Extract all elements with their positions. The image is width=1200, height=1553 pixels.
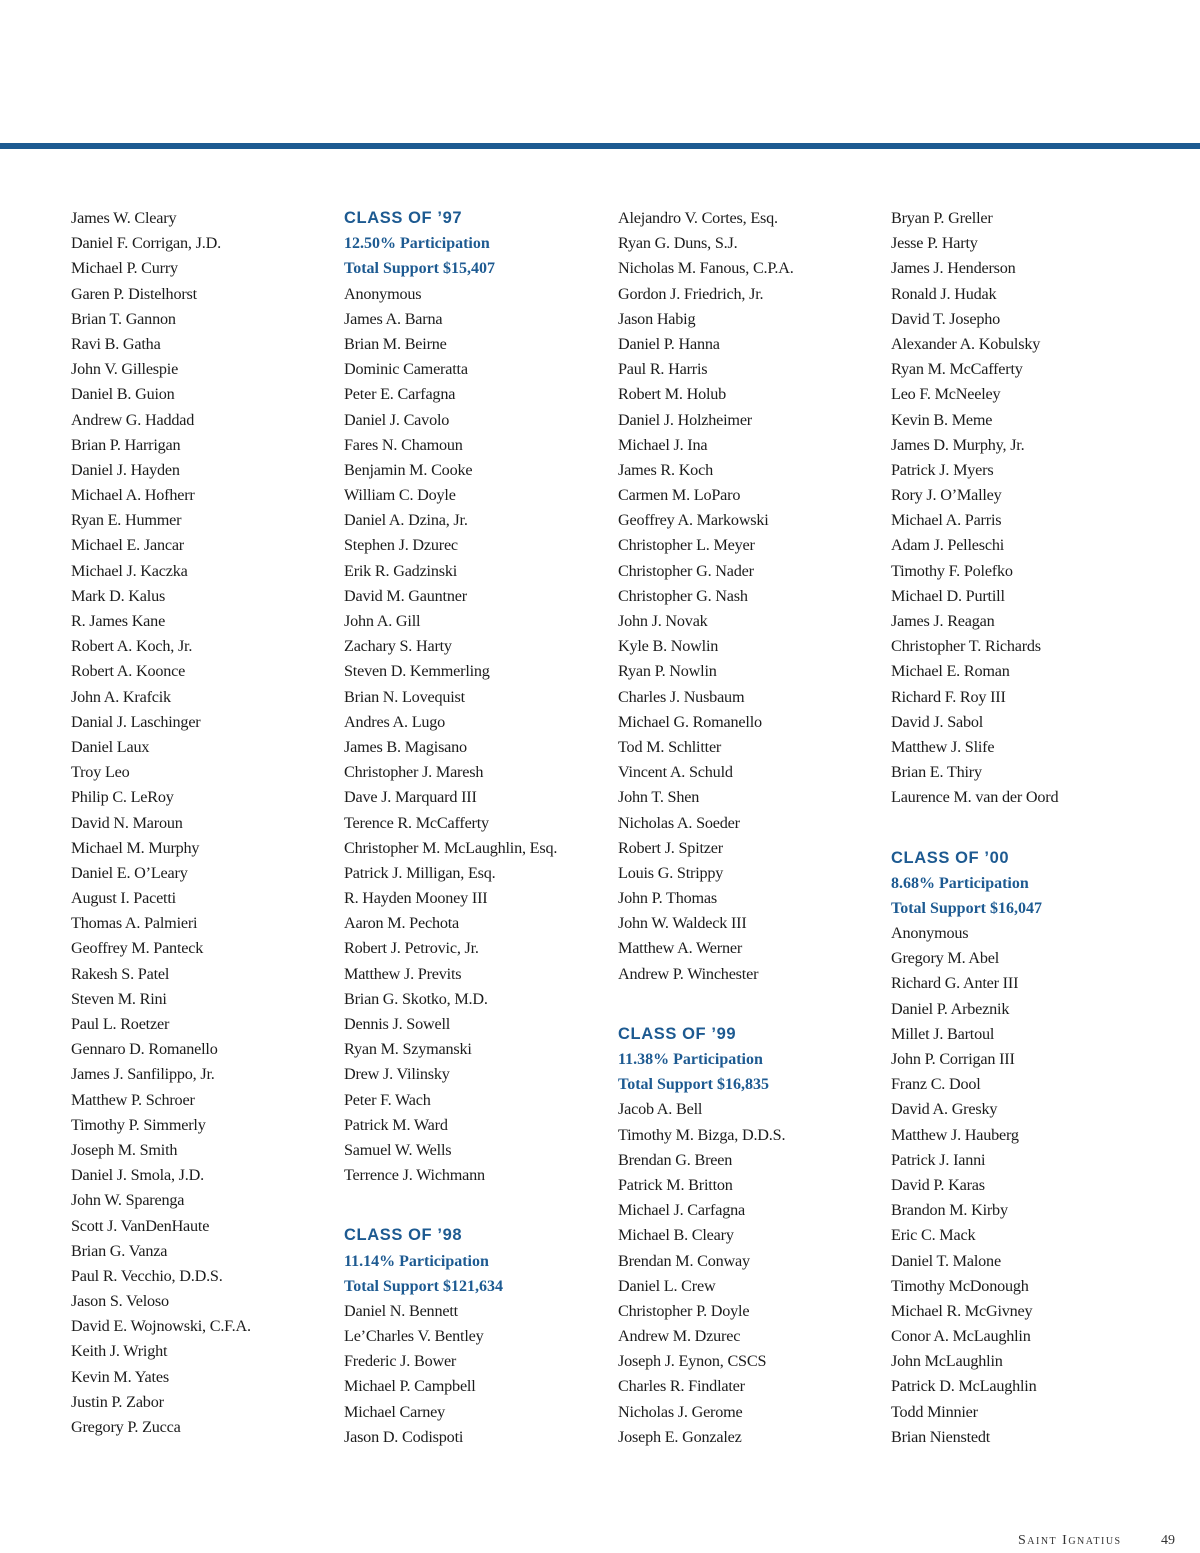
donor-name: Christopher G. Nader — [618, 561, 754, 580]
names-column-3 — [618, 206, 880, 1450]
donor-name: Michael J. Ina — [618, 435, 708, 454]
donor-name: Timothy F. Polefko — [891, 561, 1013, 580]
donor-name: Troy Leo — [71, 763, 130, 782]
donor-name: Christopher L. Meyer — [618, 536, 755, 555]
donor-name: Ryan G. Duns, S.J. — [618, 234, 738, 253]
names-column-1 — [71, 206, 333, 1440]
donor-name: Erik R. Gadzinski — [344, 561, 458, 580]
donor-name: Joseph E. Gonzalez — [618, 1427, 742, 1446]
donor-name: Robert J. Petrovic, Jr. — [344, 939, 479, 958]
donor-name: Samuel W. Wells — [344, 1140, 452, 1159]
donor-name: Kyle B. Nowlin — [618, 637, 719, 656]
donor-name: Michael D. Purtill — [891, 586, 1005, 605]
donor-name: Matthew A. Werner — [618, 939, 743, 958]
donor-name: Daniel Laux — [71, 737, 150, 756]
donor-name: Adam J. Pelleschi — [891, 536, 1005, 555]
footer-publication-name: Saint Ignatius — [1018, 1533, 1122, 1548]
donor-name: Bryan P. Greller — [891, 209, 993, 227]
donor-name: Justin P. Zabor — [71, 1392, 164, 1411]
donor-name: David M. Gauntner — [344, 586, 467, 605]
donor-name: Philip C. LeRoy — [71, 788, 174, 807]
donor-name: Patrick D. McLaughlin — [891, 1377, 1037, 1396]
donor-name: Gregory P. Zucca — [71, 1418, 181, 1436]
donor-name: Michael P. Campbell — [344, 1377, 476, 1396]
donor-name: Louis G. Strippy — [618, 863, 724, 882]
donor-name: Michael E. Jancar — [71, 536, 185, 555]
donor-name: Terrence J. Wichmann — [344, 1166, 485, 1185]
donor-name: Paul R. Vecchio, D.D.S. — [71, 1266, 223, 1285]
donor-name: Matthew J. Hauberg — [891, 1125, 1019, 1144]
footer-page-number: 49 — [1161, 1533, 1175, 1548]
donor-name: Eric C. Mack — [891, 1226, 976, 1245]
donor-name: Brian G. Vanza — [71, 1241, 168, 1260]
donor-name: James J. Sanfilippo, Jr. — [71, 1065, 215, 1084]
donor-name: Daniel F. Corrigan, J.D. — [71, 234, 221, 253]
donor-name: Alexander A. Kobulsky — [891, 334, 1041, 353]
donor-name: Ryan P. Nowlin — [618, 662, 717, 681]
donor-name: Patrick J. Ianni — [891, 1150, 986, 1169]
donor-name: John T. Shen — [618, 788, 700, 807]
donor-name: Jason S. Veloso — [71, 1292, 169, 1311]
donor-name: Brian P. Harrigan — [71, 435, 181, 454]
donor-name: Richard F. Roy III — [891, 687, 1006, 706]
donor-name: Andrew P. Winchester — [618, 964, 759, 983]
donor-name: Carmen M. LoParo — [618, 486, 741, 505]
donor-name: Alejandro V. Cortes, Esq. — [618, 209, 778, 227]
donor-name: Brandon M. Kirby — [891, 1201, 1008, 1220]
participation-rate: 8.68% Participation — [891, 874, 1029, 892]
section-spacer — [618, 987, 880, 1022]
donor-name: Paul L. Roetzer — [71, 1015, 170, 1033]
donor-name: Daniel J. Holzheimer — [618, 410, 752, 429]
donor-name: Frederic J. Bower — [344, 1352, 457, 1371]
donor-name: Charles R. Findlater — [618, 1377, 745, 1396]
donor-name: Thomas A. Palmieri — [71, 914, 198, 933]
donor-name: Joseph J. Eynon, CSCS — [618, 1352, 767, 1371]
donor-name: Brendan G. Breen — [618, 1150, 733, 1169]
donor-name: Gennaro D. Romanello — [71, 1040, 218, 1059]
donor-name: Dominic Cameratta — [344, 360, 468, 379]
donor-name: James J. Henderson — [891, 259, 1016, 278]
donor-name: Ryan M. McCafferty — [891, 360, 1023, 379]
donor-name: David A. Gresky — [891, 1100, 998, 1119]
donor-name: Timothy M. Bizga, D.D.S. — [618, 1125, 786, 1144]
donor-name: Jason D. Codispoti — [344, 1427, 464, 1446]
donor-name: Christopher G. Nash — [618, 586, 748, 605]
donor-name: Christopher T. Richards — [891, 637, 1041, 656]
donor-name: Christopher J. Maresh — [344, 763, 484, 782]
donor-name: James R. Koch — [618, 460, 713, 479]
class-heading: CLASS OF ’98 — [344, 1226, 463, 1245]
donor-name: Matthew J. Previts — [344, 964, 462, 983]
class-heading: CLASS OF ’97 — [344, 209, 463, 227]
donor-name: Benjamin M. Cooke — [344, 460, 473, 479]
donor-name: Christopher M. McLaughlin, Esq. — [344, 838, 558, 857]
donor-name: Brian N. Lovequist — [344, 687, 465, 706]
donor-name: John W. Sparenga — [71, 1191, 185, 1210]
donor-name: Brian M. Beirne — [344, 334, 447, 353]
donor-name: Michael J. Kaczka — [71, 561, 188, 580]
donor-name: Gregory M. Abel — [891, 949, 1000, 968]
donor-name: Drew J. Vilinsky — [344, 1065, 450, 1084]
donor-name: John McLaughlin — [891, 1352, 1003, 1371]
donor-name: Nicholas J. Gerome — [618, 1402, 743, 1421]
donor-name: Daniel B. Guion — [71, 385, 175, 404]
donor-name: Brian G. Skotko, M.D. — [344, 989, 488, 1008]
donor-name: James A. Barna — [344, 309, 443, 328]
donor-name: James J. Reagan — [891, 612, 995, 630]
donor-name: Terence R. McCafferty — [344, 813, 489, 832]
donor-name: Gordon J. Friedrich, Jr. — [618, 284, 764, 303]
donor-name: Michael B. Cleary — [618, 1226, 734, 1245]
donor-name: Daniel P. Arbeznik — [891, 999, 1010, 1018]
donor-name: John J. Novak — [618, 612, 708, 630]
donor-name: Peter F. Wach — [344, 1090, 431, 1109]
names-column-2 — [344, 206, 606, 1450]
donor-name: R. Hayden Mooney III — [344, 889, 488, 908]
donor-name: Stephen J. Dzurec — [344, 536, 458, 555]
donor-name: John V. Gillespie — [71, 360, 179, 379]
participation-rate: 12.50% Participation — [344, 235, 490, 253]
donor-name: Ryan M. Szymanski — [344, 1040, 472, 1059]
donor-name: Daniel A. Dzina, Jr. — [344, 511, 468, 530]
donor-name: Robert J. Spitzer — [618, 838, 723, 857]
donor-name: Patrick M. Ward — [344, 1115, 448, 1134]
donor-name: Scott J. VanDenHaute — [71, 1216, 210, 1235]
donor-name: Patrick J. Myers — [891, 460, 994, 479]
donor-name: Daniel J. Smola, J.D. — [71, 1166, 204, 1185]
donor-name: Daniel L. Crew — [618, 1276, 716, 1295]
donor-name: Daniel P. Hanna — [618, 334, 720, 353]
donor-name: Andres A. Lugo — [344, 712, 446, 731]
donor-name: Jacob A. Bell — [618, 1100, 703, 1119]
participation-rate: 11.38% Participation — [618, 1051, 763, 1068]
donor-name: Robert M. Holub — [618, 385, 727, 404]
donor-name: Michael A. Parris — [891, 511, 1002, 530]
donor-name: Brian T. Gannon — [71, 309, 176, 328]
donor-name: Andrew G. Haddad — [71, 410, 195, 429]
donor-name: Le’Charles V. Bentley — [344, 1327, 484, 1346]
section-spacer — [891, 811, 1153, 846]
donor-name: Michael M. Murphy — [71, 838, 200, 857]
donor-name: Nicholas M. Fanous, C.P.A. — [618, 259, 794, 278]
class-heading: CLASS OF ’99 — [618, 1024, 737, 1043]
donor-name: Anonymous — [344, 284, 422, 303]
donor-name: Geoffrey M. Panteck — [71, 939, 204, 958]
total-support: Total Support $121,634 — [344, 1277, 503, 1295]
total-support: Total Support $16,835 — [618, 1076, 769, 1094]
donor-name: Millet J. Bartoul — [891, 1024, 995, 1043]
donor-name: Jesse P. Harty — [891, 234, 978, 253]
donor-name: Rory J. O’Malley — [891, 486, 1002, 505]
donor-name: Peter E. Carfagna — [344, 385, 456, 404]
donor-name: Timothy McDonough — [891, 1276, 1029, 1295]
donor-name: Fares N. Chamoun — [344, 435, 463, 454]
donor-name: Brian Nienstedt — [891, 1427, 991, 1446]
donor-name: Brendan M. Conway — [618, 1251, 750, 1270]
donor-name: August I. Pacetti — [71, 889, 176, 908]
donor-name: Dave J. Marquard III — [344, 788, 477, 807]
donor-name: Paul R. Harris — [618, 360, 708, 379]
names-column-4 — [891, 206, 1153, 1450]
donor-name: William C. Doyle — [344, 486, 456, 505]
donor-name: Zachary S. Harty — [344, 637, 452, 656]
donor-name: Anonymous — [891, 924, 969, 943]
donor-name: Mark D. Kalus — [71, 586, 166, 605]
donor-name: John P. Thomas — [618, 889, 717, 908]
donor-name: Leo F. McNeeley — [891, 385, 1001, 404]
donor-name: Nicholas A. Soeder — [618, 813, 740, 832]
donor-name: R. James Kane — [71, 612, 166, 630]
donor-name: Brian E. Thiry — [891, 763, 982, 782]
header-rule — [0, 143, 1200, 149]
donor-name: Patrick M. Britton — [618, 1175, 733, 1194]
donor-name: Michael E. Roman — [891, 662, 1010, 681]
donor-name: Rakesh S. Patel — [71, 964, 170, 983]
donor-name: James W. Cleary — [71, 209, 177, 227]
total-support: Total Support $15,407 — [344, 260, 495, 278]
donor-name: Franz C. Dool — [891, 1075, 981, 1094]
class-heading: CLASS OF ’00 — [891, 848, 1010, 867]
donor-name: James D. Murphy, Jr. — [891, 435, 1025, 454]
donor-name: Michael G. Romanello — [618, 712, 762, 731]
donor-name: Steven D. Kemmerling — [344, 662, 490, 681]
donor-name: Robert A. Koonce — [71, 662, 186, 681]
participation-rate: 11.14% Participation — [344, 1252, 489, 1270]
donor-name: Daniel N. Bennett — [344, 1301, 458, 1320]
donor-name: Daniel J. Cavolo — [344, 410, 450, 429]
donor-name: Christopher P. Doyle — [618, 1301, 750, 1320]
donor-name: James B. Magisano — [344, 737, 467, 756]
donor-name: Daniel J. Hayden — [71, 460, 180, 479]
donor-name: Daniel E. O’Leary — [71, 863, 188, 882]
donor-name: Joseph M. Smith — [71, 1140, 178, 1159]
donor-name: John W. Waldeck III — [618, 914, 747, 933]
donor-name: Timothy P. Simmerly — [71, 1115, 206, 1134]
donor-name: John A. Gill — [344, 612, 421, 630]
donor-name: Michael R. McGivney — [891, 1301, 1033, 1320]
donor-name: David P. Karas — [891, 1175, 985, 1194]
donor-name: Ravi B. Gatha — [71, 334, 161, 353]
donor-name: John P. Corrigan III — [891, 1050, 1015, 1068]
donor-name: Laurence M. van der Oord — [891, 788, 1059, 807]
donor-name: David J. Sabol — [891, 712, 984, 731]
donor-name: Conor A. McLaughlin — [891, 1327, 1031, 1346]
donor-name: Patrick J. Milligan, Esq. — [344, 863, 496, 882]
donor-name: Ryan E. Hummer — [71, 511, 182, 530]
donor-name: Tod M. Schlitter — [618, 737, 722, 756]
donor-name: Kevin B. Meme — [891, 410, 993, 429]
donor-name: Danial J. Laschinger — [71, 712, 201, 731]
donor-name: Vincent A. Schuld — [618, 763, 733, 782]
donor-name: Matthew J. Slife — [891, 737, 995, 756]
donor-name: Dennis J. Sowell — [344, 1015, 451, 1033]
donor-name: Steven M. Rini — [71, 989, 167, 1008]
donor-name: Michael J. Carfagna — [618, 1201, 745, 1220]
donor-name: Ronald J. Hudak — [891, 284, 997, 303]
donor-name: Aaron M. Pechota — [344, 914, 460, 933]
donor-name: Michael P. Curry — [71, 259, 178, 278]
donor-name: Keith J. Wright — [71, 1342, 168, 1361]
donor-name: Kevin M. Yates — [71, 1367, 169, 1386]
donor-name: David T. Josepho — [891, 309, 1001, 328]
donor-name: David N. Maroun — [71, 813, 183, 832]
donor-name: Michael A. Hofherr — [71, 486, 195, 505]
donor-name: Garen P. Distelhorst — [71, 284, 197, 303]
donor-name: Todd Minnier — [891, 1402, 978, 1421]
donor-name: Geoffrey A. Markowski — [618, 511, 769, 530]
donor-name: Robert A. Koch, Jr. — [71, 637, 193, 656]
donor-name: Jason Habig — [618, 309, 696, 328]
donor-name: Charles J. Nusbaum — [618, 687, 745, 706]
donor-name: Michael Carney — [344, 1402, 446, 1421]
total-support: Total Support $16,047 — [891, 899, 1042, 917]
donor-name: John A. Krafcik — [71, 687, 171, 706]
donor-name: Daniel T. Malone — [891, 1251, 1001, 1270]
section-spacer — [344, 1188, 606, 1223]
donor-name: Andrew M. Dzurec — [618, 1327, 741, 1346]
donor-name: Matthew P. Schroer — [71, 1090, 195, 1109]
donor-name: Richard G. Anter III — [891, 974, 1019, 993]
donor-name: David E. Wojnowski, C.F.A. — [71, 1317, 251, 1336]
